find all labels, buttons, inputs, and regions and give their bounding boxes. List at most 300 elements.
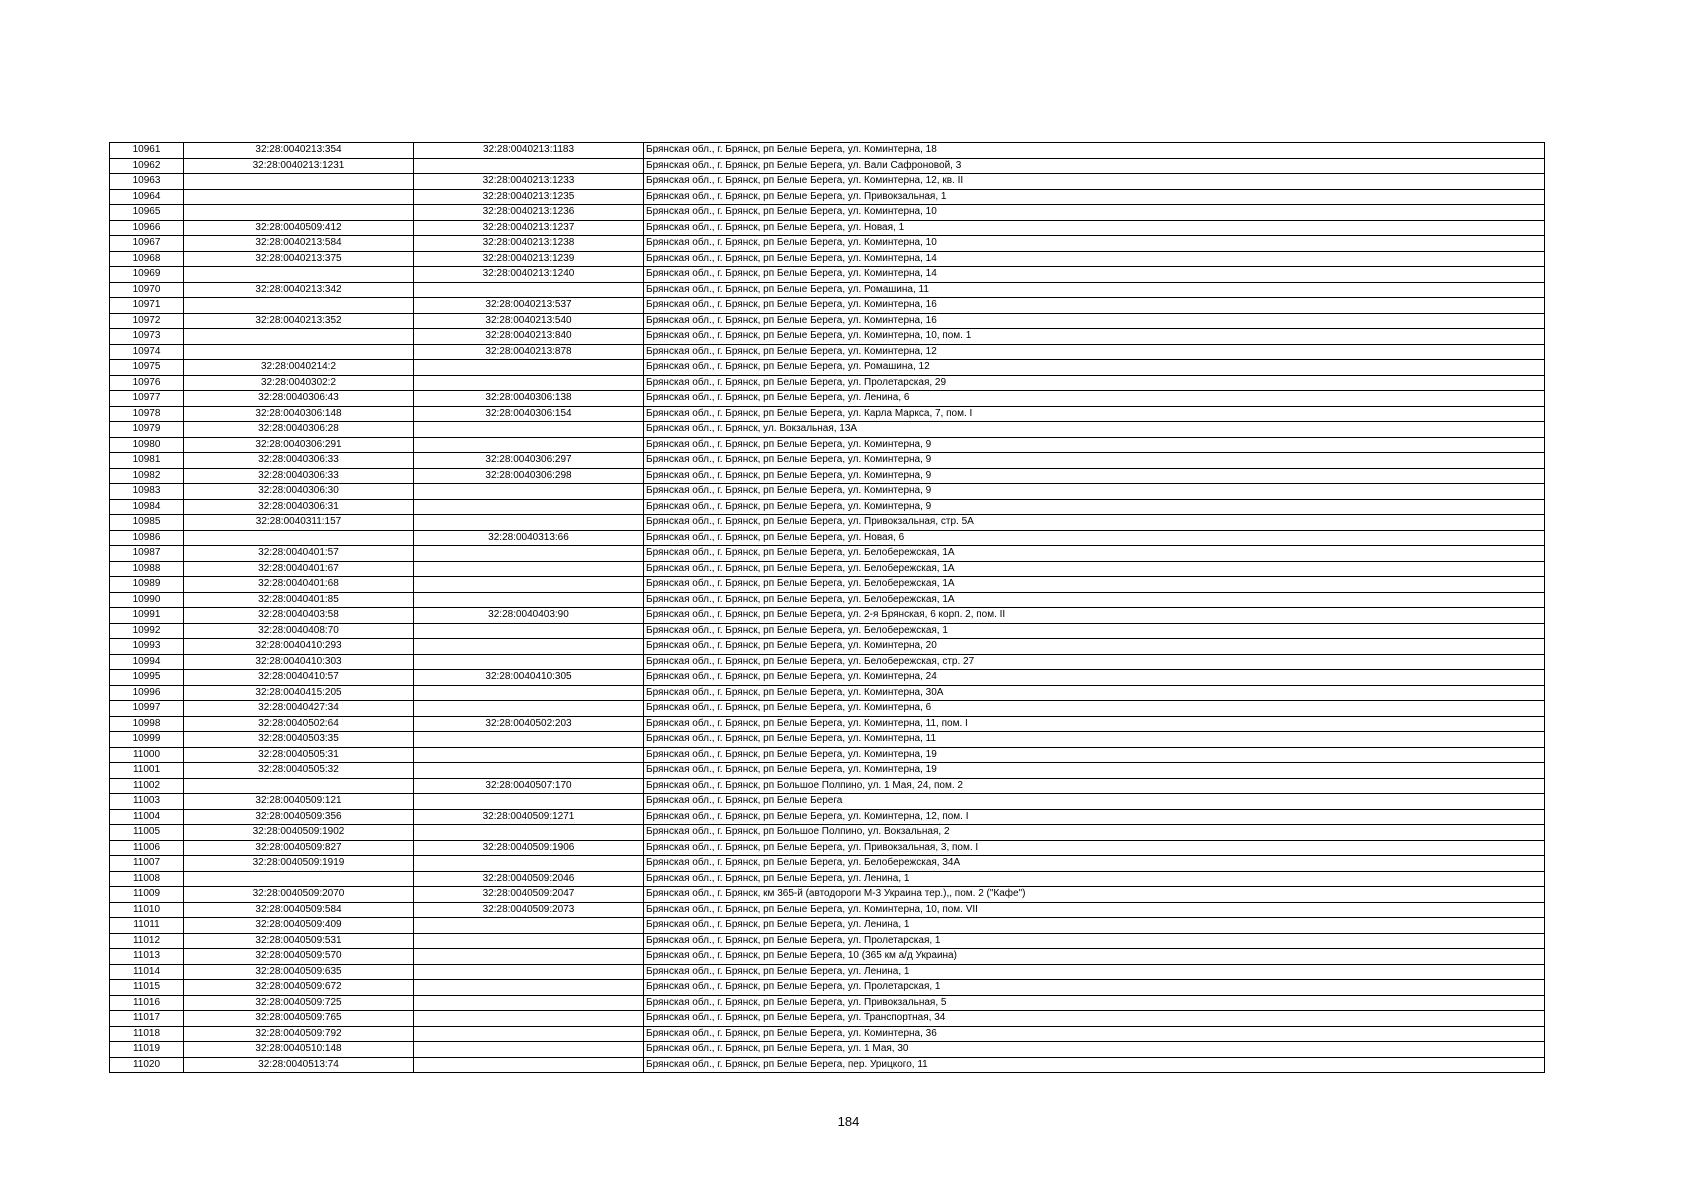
object-cadastral-number-cell: 32:28:0040213:840 [414,329,644,345]
table-row [110,406,1545,422]
land-cadastral-number-cell: 32:28:0040311:157 [184,515,414,531]
object-cadastral-number-cell: 32:28:0040213:1239 [414,251,644,267]
object-cadastral-number-cell: 32:28:0040306:154 [414,406,644,422]
table-row [110,685,1545,701]
land-cadastral-number-cell: 32:28:0040509:409 [184,918,414,934]
address-cell: Брянская обл., г. Брянск, рп Белые Берега, ул. Коминтерна, 36 [644,1026,1545,1042]
address-cell: Брянская обл., г. Брянск, рп Белые Берега, ул. 1 Мая, 30 [644,1042,1545,1058]
land-cadastral-number-cell: 32:28:0040410:57 [184,670,414,686]
land-cadastral-number-cell [184,871,414,887]
land-cadastral-number-cell [184,174,414,190]
table-row [110,158,1545,174]
object-cadastral-number-cell [414,856,644,872]
table-row [110,422,1545,438]
address-cell: Брянская обл., г. Брянск, рп Белые Берега, пер. Урицкого, 11 [644,1057,1545,1073]
table-row [110,902,1545,918]
table-row [110,530,1545,546]
table-row [110,592,1545,608]
row-number-cell: 11007 [110,856,184,872]
table-row [110,236,1545,252]
table-row [110,1057,1545,1073]
address-cell: Брянская обл., г. Брянск, рп Белые Берега, ул. 2-я Брянская, 6 корп. 2, пом. II [644,608,1545,624]
address-cell: Брянская обл., г. Брянск, рп Белые Берега, ул. Коминтерна, 6 [644,701,1545,717]
address-cell: Брянская обл., г. Брянск, рп Белые Берега, ул. Коминтерна, 12 [644,344,1545,360]
land-cadastral-number-cell: 32:28:0040306:31 [184,499,414,515]
row-number-cell: 10965 [110,205,184,221]
address-cell: Брянская обл., г. Брянск, рп Белые Берега, ул. Белобережская, 1А [644,546,1545,562]
table-row [110,809,1545,825]
table-row [110,701,1545,717]
table-row [110,608,1545,624]
land-cadastral-number-cell [184,298,414,314]
row-number-cell: 10981 [110,453,184,469]
object-cadastral-number-cell [414,437,644,453]
row-number-cell: 11000 [110,747,184,763]
object-cadastral-number-cell: 32:28:0040213:1240 [414,267,644,283]
row-number-cell: 10987 [110,546,184,562]
row-number-cell: 10982 [110,468,184,484]
land-cadastral-number-cell: 32:28:0040213:354 [184,143,414,159]
row-number-cell: 10977 [110,391,184,407]
table-row [110,670,1545,686]
object-cadastral-number-cell [414,375,644,391]
table-row [110,298,1545,314]
row-number-cell: 10975 [110,360,184,376]
table-row [110,267,1545,283]
land-cadastral-number-cell: 32:28:0040509:1919 [184,856,414,872]
table-row [110,980,1545,996]
land-cadastral-number-cell: 32:28:0040306:291 [184,437,414,453]
address-cell: Брянская обл., г. Брянск, рп Белые Берега, ул. Белобережская, 1 [644,623,1545,639]
row-number-cell: 10972 [110,313,184,329]
address-cell: Брянская обл., г. Брянск, рп Белые Берега, ул. Карла Маркса, 7, пом. I [644,406,1545,422]
row-number-cell: 11017 [110,1011,184,1027]
land-cadastral-number-cell: 32:28:0040427:34 [184,701,414,717]
land-cadastral-number-cell: 32:28:0040306:30 [184,484,414,500]
address-cell: Брянская обл., г. Брянск, рп Белые Берега, ул. Белобережская, 1А [644,577,1545,593]
object-cadastral-number-cell: 32:28:0040213:1183 [414,143,644,159]
land-cadastral-number-cell: 32:28:0040505:32 [184,763,414,779]
table-row [110,251,1545,267]
land-cadastral-number-cell: 32:28:0040213:342 [184,282,414,298]
row-number-cell: 10978 [110,406,184,422]
row-number-cell: 10980 [110,437,184,453]
land-cadastral-number-cell: 32:28:0040306:33 [184,468,414,484]
object-cadastral-number-cell: 32:28:0040313:66 [414,530,644,546]
land-cadastral-number-cell [184,205,414,221]
table-row [110,933,1545,949]
address-cell: Брянская обл., г. Брянск, рп Белые Берега, ул. Коминтерна, 16 [644,298,1545,314]
address-cell: Брянская обл., г. Брянск, рп Белые Берега, ул. Ромашина, 11 [644,282,1545,298]
land-cadastral-number-cell [184,329,414,345]
address-cell: Брянская обл., г. Брянск, рп Белые Берега, ул. Коминтерна, 24 [644,670,1545,686]
object-cadastral-number-cell [414,747,644,763]
object-cadastral-number-cell: 32:28:0040306:138 [414,391,644,407]
address-cell: Брянская обл., г. Брянск, рп Белые Берега [644,794,1545,810]
table-row [110,871,1545,887]
table-row [110,468,1545,484]
table-row [110,375,1545,391]
row-number-cell: 11005 [110,825,184,841]
land-cadastral-number-cell: 32:28:0040213:1231 [184,158,414,174]
object-cadastral-number-cell [414,577,644,593]
address-cell: Брянская обл., г. Брянск, рп Большое Полпино, ул. 1 Мая, 24, пом. 2 [644,778,1545,794]
object-cadastral-number-cell: 32:28:0040502:203 [414,716,644,732]
address-cell: Брянская обл., г. Брянск, рп Белые Берега, ул. Коминтерна, 11, пом. I [644,716,1545,732]
address-cell: Брянская обл., г. Брянск, рп Белые Берега, ул. Коминтерна, 10, пом. VII [644,902,1545,918]
table-row [110,282,1545,298]
row-number-cell: 10971 [110,298,184,314]
row-number-cell: 10990 [110,592,184,608]
table-row [110,964,1545,980]
object-cadastral-number-cell: 32:28:0040507:170 [414,778,644,794]
address-cell: Брянская обл., г. Брянск, рп Белые Берега, ул. Коминтерна, 9 [644,499,1545,515]
address-cell: Брянская обл., г. Брянск, рп Белые Берега, ул. Коминтерна, 10 [644,205,1545,221]
land-cadastral-number-cell: 32:28:0040509:672 [184,980,414,996]
object-cadastral-number-cell [414,360,644,376]
land-cadastral-number-cell: 32:28:0040415:205 [184,685,414,701]
row-number-cell: 11006 [110,840,184,856]
object-cadastral-number-cell [414,949,644,965]
address-cell: Брянская обл., г. Брянск, рп Белые Берега, ул. Коминтерна, 12, пом. I [644,809,1545,825]
row-number-cell: 10967 [110,236,184,252]
object-cadastral-number-cell [414,995,644,1011]
address-cell: Брянская обл., г. Брянск, рп Белые Берега, ул. Коминтерна, 16 [644,313,1545,329]
land-cadastral-number-cell: 32:28:0040410:293 [184,639,414,655]
object-cadastral-number-cell: 32:28:0040213:1235 [414,189,644,205]
land-cadastral-number-cell: 32:28:0040509:635 [184,964,414,980]
land-cadastral-number-cell: 32:28:0040403:58 [184,608,414,624]
address-cell: Брянская обл., г. Брянск, рп Белые Берега, ул. Ленина, 6 [644,391,1545,407]
address-cell: Брянская обл., г. Брянск, рп Белые Берега, ул. Ленина, 1 [644,871,1545,887]
object-cadastral-number-cell [414,933,644,949]
object-cadastral-number-cell [414,1026,644,1042]
address-cell: Брянская обл., г. Брянск, ул. Вокзальная, 13А [644,422,1545,438]
address-cell: Брянская обл., г. Брянск, рп Большое Полпино, ул. Вокзальная, 2 [644,825,1545,841]
table-row [110,205,1545,221]
object-cadastral-number-cell [414,499,644,515]
object-cadastral-number-cell: 32:28:0040213:537 [414,298,644,314]
land-cadastral-number-cell: 32:28:0040509:1902 [184,825,414,841]
land-cadastral-number-cell: 32:28:0040410:303 [184,654,414,670]
land-cadastral-number-cell: 32:28:0040509:531 [184,933,414,949]
address-cell: Брянская обл., г. Брянск, рп Белые Берега, ул. Коминтерна, 18 [644,143,1545,159]
row-number-cell: 10995 [110,670,184,686]
table-row [110,856,1545,872]
land-cadastral-number-cell: 32:28:0040401:57 [184,546,414,562]
address-cell: Брянская обл., г. Брянск, рп Белые Берега, ул. Коминтерна, 19 [644,763,1545,779]
object-cadastral-number-cell [414,639,644,655]
row-number-cell: 10985 [110,515,184,531]
table-row [110,639,1545,655]
object-cadastral-number-cell [414,1057,644,1073]
row-number-cell: 11009 [110,887,184,903]
row-number-cell: 10989 [110,577,184,593]
address-cell: Брянская обл., г. Брянск, рп Белые Берега, ул. Белобережская, 34А [644,856,1545,872]
table-row [110,313,1545,329]
row-number-cell: 11019 [110,1042,184,1058]
row-number-cell: 10973 [110,329,184,345]
object-cadastral-number-cell [414,980,644,996]
address-cell: Брянская обл., г. Брянск, рп Белые Берега, ул. Коминтерна, 9 [644,453,1545,469]
row-number-cell: 11012 [110,933,184,949]
object-cadastral-number-cell: 32:28:0040509:2073 [414,902,644,918]
land-cadastral-number-cell: 32:28:0040401:68 [184,577,414,593]
table-row [110,220,1545,236]
address-cell: Брянская обл., г. Брянск, рп Белые Берега, ул. Коминтерна, 14 [644,251,1545,267]
row-number-cell: 10964 [110,189,184,205]
address-cell: Брянская обл., г. Брянск, рп Белые Берега, ул. Привокзальная, 3, пом. I [644,840,1545,856]
object-cadastral-number-cell [414,1011,644,1027]
table-row [110,577,1545,593]
object-cadastral-number-cell: 32:28:0040403:90 [414,608,644,624]
row-number-cell: 11014 [110,964,184,980]
address-cell: Брянская обл., г. Брянск, рп Белые Берега, ул. Ленина, 1 [644,918,1545,934]
land-cadastral-number-cell [184,189,414,205]
table-row [110,825,1545,841]
object-cadastral-number-cell [414,623,644,639]
page-number: 184 [837,1114,860,1129]
row-number-cell: 10994 [110,654,184,670]
address-cell: Брянская обл., г. Брянск, км 365-й (автодороги М-3 Украина тер.),, пом. 2 ("Кафе") [644,887,1545,903]
row-number-cell: 10996 [110,685,184,701]
table-row [110,344,1545,360]
table-row [110,995,1545,1011]
address-cell: Брянская обл., г. Брянск, рп Белые Берега, ул. Коминтерна, 10 [644,236,1545,252]
land-cadastral-number-cell: 32:28:0040510:148 [184,1042,414,1058]
land-cadastral-number-cell: 32:28:0040306:33 [184,453,414,469]
row-number-cell: 10969 [110,267,184,283]
row-number-cell: 10976 [110,375,184,391]
address-cell: Брянская обл., г. Брянск, рп Белые Берега, ул. Коминтерна, 9 [644,468,1545,484]
object-cadastral-number-cell: 32:28:0040509:2047 [414,887,644,903]
address-cell: Брянская обл., г. Брянск, рп Белые Берега, ул. Привокзальная, 5 [644,995,1545,1011]
land-cadastral-number-cell: 32:28:0040401:67 [184,561,414,577]
object-cadastral-number-cell [414,158,644,174]
land-cadastral-number-cell: 32:28:0040306:148 [184,406,414,422]
object-cadastral-number-cell: 32:28:0040509:1271 [414,809,644,825]
address-cell: Брянская обл., г. Брянск, рп Белые Берега, ул. Коминтерна, 14 [644,267,1545,283]
land-cadastral-number-cell: 32:28:0040509:827 [184,840,414,856]
row-number-cell: 11018 [110,1026,184,1042]
row-number-cell: 10992 [110,623,184,639]
land-cadastral-number-cell: 32:28:0040213:584 [184,236,414,252]
row-number-cell: 10988 [110,561,184,577]
row-number-cell: 11010 [110,902,184,918]
row-number-cell: 11001 [110,763,184,779]
object-cadastral-number-cell [414,592,644,608]
land-cadastral-number-cell: 32:28:0040509:2070 [184,887,414,903]
land-cadastral-number-cell: 32:28:0040509:584 [184,902,414,918]
land-cadastral-number-cell: 32:28:0040213:375 [184,251,414,267]
land-cadastral-number-cell: 32:28:0040213:352 [184,313,414,329]
address-cell: Брянская обл., г. Брянск, рп Белые Берега, ул. Привокзальная, стр. 5А [644,515,1545,531]
row-number-cell: 10963 [110,174,184,190]
address-cell: Брянская обл., г. Брянск, рп Белые Берега, ул. Ленина, 1 [644,964,1545,980]
address-cell: Брянская обл., г. Брянск, рп Белые Берега, 10 (365 км а/д Украина) [644,949,1545,965]
address-cell: Брянская обл., г. Брянск, рп Белые Берега, ул. Новая, 1 [644,220,1545,236]
table-row [110,747,1545,763]
address-cell: Брянская обл., г. Брянск, рп Белые Берега, ул. Пролетарская, 29 [644,375,1545,391]
table-row [110,546,1545,562]
table-row [110,794,1545,810]
object-cadastral-number-cell [414,685,644,701]
table-row [110,561,1545,577]
row-number-cell: 11020 [110,1057,184,1073]
address-cell: Брянская обл., г. Брянск, рп Белые Берега, ул. Привокзальная, 1 [644,189,1545,205]
table-row [110,949,1545,965]
row-number-cell: 11003 [110,794,184,810]
address-cell: Брянская обл., г. Брянск, рп Белые Берега, ул. Пролетарская, 1 [644,933,1545,949]
table-row [110,484,1545,500]
row-number-cell: 11008 [110,871,184,887]
land-cadastral-number-cell: 32:28:0040513:74 [184,1057,414,1073]
row-number-cell: 10999 [110,732,184,748]
object-cadastral-number-cell [414,825,644,841]
row-number-cell: 10983 [110,484,184,500]
address-cell: Брянская обл., г. Брянск, рп Белые Берега, ул. Коминтерна, 9 [644,437,1545,453]
object-cadastral-number-cell [414,964,644,980]
address-cell: Брянская обл., г. Брянск, рп Белые Берега, ул. Белобережская, стр. 27 [644,654,1545,670]
object-cadastral-number-cell: 32:28:0040410:305 [414,670,644,686]
address-cell: Брянская обл., г. Брянск, рп Белые Берега, ул. Ромашина, 12 [644,360,1545,376]
land-cadastral-number-cell: 32:28:0040214:2 [184,360,414,376]
object-cadastral-number-cell: 32:28:0040509:2046 [414,871,644,887]
row-number-cell: 10997 [110,701,184,717]
row-number-cell: 10970 [110,282,184,298]
table-row [110,1026,1545,1042]
table-row [110,763,1545,779]
address-cell: Брянская обл., г. Брянск, рп Белые Берега, ул. Пролетарская, 1 [644,980,1545,996]
land-cadastral-number-cell: 32:28:0040408:70 [184,623,414,639]
row-number-cell: 11011 [110,918,184,934]
table-row [110,143,1545,159]
object-cadastral-number-cell [414,732,644,748]
row-number-cell: 10974 [110,344,184,360]
row-number-cell: 11015 [110,980,184,996]
object-cadastral-number-cell: 32:28:0040509:1906 [414,840,644,856]
land-cadastral-number-cell: 32:28:0040505:31 [184,747,414,763]
land-cadastral-number-cell: 32:28:0040306:43 [184,391,414,407]
object-cadastral-number-cell: 32:28:0040306:297 [414,453,644,469]
address-cell: Брянская обл., г. Брянск, рп Белые Берега, ул. Вали Сафроновой, 3 [644,158,1545,174]
row-number-cell: 11013 [110,949,184,965]
row-number-cell: 11002 [110,778,184,794]
object-cadastral-number-cell [414,561,644,577]
land-cadastral-number-cell: 32:28:0040509:792 [184,1026,414,1042]
address-cell: Брянская обл., г. Брянск, рп Белые Берега, ул. Белобережская, 1А [644,561,1545,577]
land-cadastral-number-cell [184,530,414,546]
row-number-cell: 10998 [110,716,184,732]
address-cell: Брянская обл., г. Брянск, рп Белые Берега, ул. Транспортная, 34 [644,1011,1545,1027]
object-cadastral-number-cell [414,282,644,298]
table-row [110,716,1545,732]
address-cell: Брянская обл., г. Брянск, рп Белые Берега, ул. Коминтерна, 20 [644,639,1545,655]
table-row [110,329,1545,345]
address-cell: Брянская обл., г. Брянск, рп Белые Берега, ул. Коминтерна, 10, пом. 1 [644,329,1545,345]
object-cadastral-number-cell: 32:28:0040213:1233 [414,174,644,190]
object-cadastral-number-cell [414,794,644,810]
object-cadastral-number-cell [414,484,644,500]
table-row [110,437,1545,453]
land-cadastral-number-cell: 32:28:0040509:765 [184,1011,414,1027]
address-cell: Брянская обл., г. Брянск, рп Белые Берега, ул. Коминтерна, 19 [644,747,1545,763]
object-cadastral-number-cell: 32:28:0040306:298 [414,468,644,484]
address-cell: Брянская обл., г. Брянск, рп Белые Берега, ул. Белобережская, 1А [644,592,1545,608]
object-cadastral-number-cell: 32:28:0040213:1236 [414,205,644,221]
land-cadastral-number-cell [184,344,414,360]
row-number-cell: 10991 [110,608,184,624]
table-row [110,1011,1545,1027]
row-number-cell: 10968 [110,251,184,267]
row-number-cell: 10986 [110,530,184,546]
land-cadastral-number-cell: 32:28:0040503:35 [184,732,414,748]
table-row [110,623,1545,639]
land-cadastral-number-cell: 32:28:0040302:2 [184,375,414,391]
row-number-cell: 10961 [110,143,184,159]
table-row [110,887,1545,903]
object-cadastral-number-cell [414,654,644,670]
row-number-cell: 11004 [110,809,184,825]
object-cadastral-number-cell: 32:28:0040213:1238 [414,236,644,252]
table-row [110,918,1545,934]
object-cadastral-number-cell [414,763,644,779]
land-cadastral-number-cell: 32:28:0040509:356 [184,809,414,825]
row-number-cell: 10966 [110,220,184,236]
object-cadastral-number-cell [414,515,644,531]
object-cadastral-number-cell [414,546,644,562]
table-row [110,189,1545,205]
registry-table [109,142,1545,1073]
address-cell: Брянская обл., г. Брянск, рп Белые Берега, ул. Коминтерна, 12, кв. II [644,174,1545,190]
object-cadastral-number-cell [414,1042,644,1058]
table-row [110,391,1545,407]
table-row [110,515,1545,531]
address-cell: Брянская обл., г. Брянск, рп Белые Берега, ул. Коминтерна, 30А [644,685,1545,701]
land-cadastral-number-cell: 32:28:0040306:28 [184,422,414,438]
row-number-cell: 10993 [110,639,184,655]
table-row [110,732,1545,748]
object-cadastral-number-cell: 32:28:0040213:1237 [414,220,644,236]
land-cadastral-number-cell: 32:28:0040509:121 [184,794,414,810]
land-cadastral-number-cell [184,778,414,794]
object-cadastral-number-cell [414,918,644,934]
row-number-cell: 11016 [110,995,184,1011]
table-row [110,453,1545,469]
object-cadastral-number-cell [414,422,644,438]
row-number-cell: 10979 [110,422,184,438]
row-number-cell: 10984 [110,499,184,515]
object-cadastral-number-cell: 32:28:0040213:540 [414,313,644,329]
table-row [110,499,1545,515]
table-row [110,778,1545,794]
object-cadastral-number-cell: 32:28:0040213:878 [414,344,644,360]
land-cadastral-number-cell: 32:28:0040509:412 [184,220,414,236]
address-cell: Брянская обл., г. Брянск, рп Белые Берега, ул. Коминтерна, 9 [644,484,1545,500]
object-cadastral-number-cell [414,701,644,717]
land-cadastral-number-cell: 32:28:0040401:85 [184,592,414,608]
table-row [110,360,1545,376]
table-row [110,174,1545,190]
table-row [110,654,1545,670]
row-number-cell: 10962 [110,158,184,174]
land-cadastral-number-cell: 32:28:0040502:64 [184,716,414,732]
registry-table-body [110,143,1545,1073]
land-cadastral-number-cell [184,267,414,283]
land-cadastral-number-cell: 32:28:0040509:570 [184,949,414,965]
land-cadastral-number-cell: 32:28:0040509:725 [184,995,414,1011]
address-cell: Брянская обл., г. Брянск, рп Белые Берега, ул. Коминтерна, 11 [644,732,1545,748]
